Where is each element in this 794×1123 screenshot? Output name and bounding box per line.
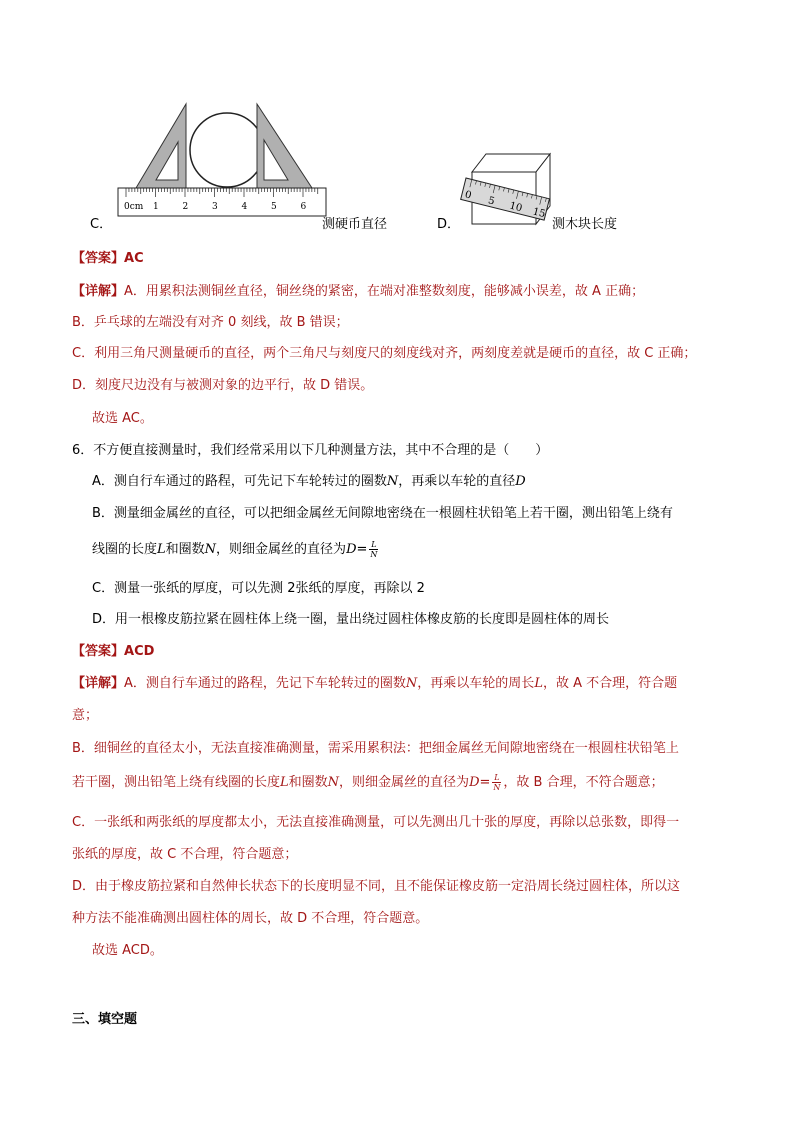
q6-option-b-line2: 线圈的长度 L 和圈数 N ，则细金属丝的直径为 D = $\frac{L}{N}$ [92, 540, 378, 559]
figure-c [116, 100, 330, 222]
figure-c-caption: 测硬币直径 [322, 217, 388, 232]
q5-detail-a [72, 283, 644, 301]
ruler-label: 4 [241, 202, 248, 212]
q6-detail-c-line2: 张纸的厚度，故 C 不合理，符合题意； [72, 847, 298, 862]
ruler-label: 0 [463, 189, 473, 202]
q5-answer [72, 250, 144, 268]
fraction-l-over-n-detail: $\frac{L}{N}$ [493, 773, 501, 792]
answer-value: AC [124, 251, 144, 266]
q5-conclusion: 故选 AC。 [92, 411, 153, 426]
coin [190, 113, 264, 187]
ruler-c [118, 188, 326, 216]
figure-d-caption: 测木块长度 [552, 217, 618, 232]
q5-detail-b: B．乒乓球的左端没有对齐 0 刻线，故 B 错误； [72, 315, 349, 330]
block-measure-diagram [458, 150, 558, 230]
q6-detail-b-line2: 若干圈，测出铅笔上绕有线圈的长度 L 和圈数 N ，则细金属丝的直径为 D = $\frac{L}{N}$ ，故 B 合理，不符合题意； [72, 773, 664, 792]
ruler-label: 0cm [124, 202, 144, 212]
q6-option-c: C．测量一张纸的厚度，可以先测 2张纸的厚度，再除以 2 [92, 581, 425, 596]
detail-line-a: A．用累积法测铜丝直径，铜丝绕的紧密，在端对准整数刻度，能够减小误差，故 A 正确； [124, 284, 645, 299]
ruler-label: 5 [271, 202, 277, 212]
detail-label: 【详解】 [72, 284, 125, 299]
ruler-label: 6 [300, 202, 307, 212]
option-c-label: C． [90, 217, 113, 232]
coin-measure-diagram [116, 100, 330, 222]
q6-detail-a-line1: 【详解】 A．测自行车通过的路程，先记下车轮转过的圈数 N ，再乘以车轮的周长 L ，故 A 不合理，符合题 [72, 676, 678, 691]
section-fill-in-heading: 三、填空题 [72, 1012, 138, 1027]
q6-detail-d-line1: D．由于橡皮筋拉紧和自然伸长状态下的长度明显不同，且不能保证橡皮筋一定沿周长绕过圆柱体，所以这 [72, 879, 681, 894]
q6-option-b-line1: B．测量细金属丝的直径，可以把细金属丝无间隙地密绕在一根圆柱状铅笔上若干圈，测出铅笔上绕有 [92, 506, 673, 521]
q6-option-a: A．测自行车通过的路程，可先记下车轮转过的圈数 N ，再乘以车轮的直径 D [92, 474, 526, 489]
ruler-label: 15 [531, 206, 547, 221]
ruler-label: 3 [212, 202, 218, 212]
ruler-label: 1 [153, 202, 159, 212]
ruler-label: 5 [486, 195, 496, 208]
q6-detail-c-line1: C．一张纸和两张纸的厚度都太小，无法直接准确测量，可以先测出几十张的厚度，再除以总张数，即得一 [72, 815, 680, 830]
q6-detail-d-line2: 种方法不能准确测出圆柱体的周长，故 D 不合理，符合题意。 [72, 911, 429, 926]
q6-conclusion: 故选 ACD。 [92, 943, 163, 958]
q6-option-d: D．用一根橡皮筋拉紧在圆柱体上绕一圈，量出绕过圆柱体橡皮筋的长度即是圆柱体的周长 [92, 612, 610, 627]
q6-detail-b-line1: B．细铜丝的直径太小，无法直接准确测量，需采用累积法：把细金属丝无间隙地密绕在一根圆柱状铅笔上 [72, 741, 679, 756]
ruler-label: 10 [508, 200, 524, 215]
figure-d [458, 150, 558, 230]
q6-detail-a-line2: 意； [72, 708, 99, 723]
q5-detail-c: C．利用三角尺测量硬币的直径，两个三角尺与刻度尺的刻度线对齐，两刻度差就是硬币的直径，故 C 正确； [72, 346, 697, 361]
fraction-l-over-n: $\frac{L}{N}$ [370, 540, 378, 559]
q6-stem: 6．不方便直接测量时，我们经常采用以下几种测量方法，其中不合理的是（ ） [72, 443, 549, 458]
q6-answer: 【答案】 ACD [72, 644, 155, 659]
q5-detail-d: D．刻度尺边没有与被测对象的边平行，故 D 错误。 [72, 378, 374, 393]
answer-label: 【答案】 [72, 251, 125, 266]
figure-c-label-row [90, 216, 112, 234]
option-d-label: D． [437, 217, 461, 232]
ruler-label: 2 [182, 202, 189, 212]
